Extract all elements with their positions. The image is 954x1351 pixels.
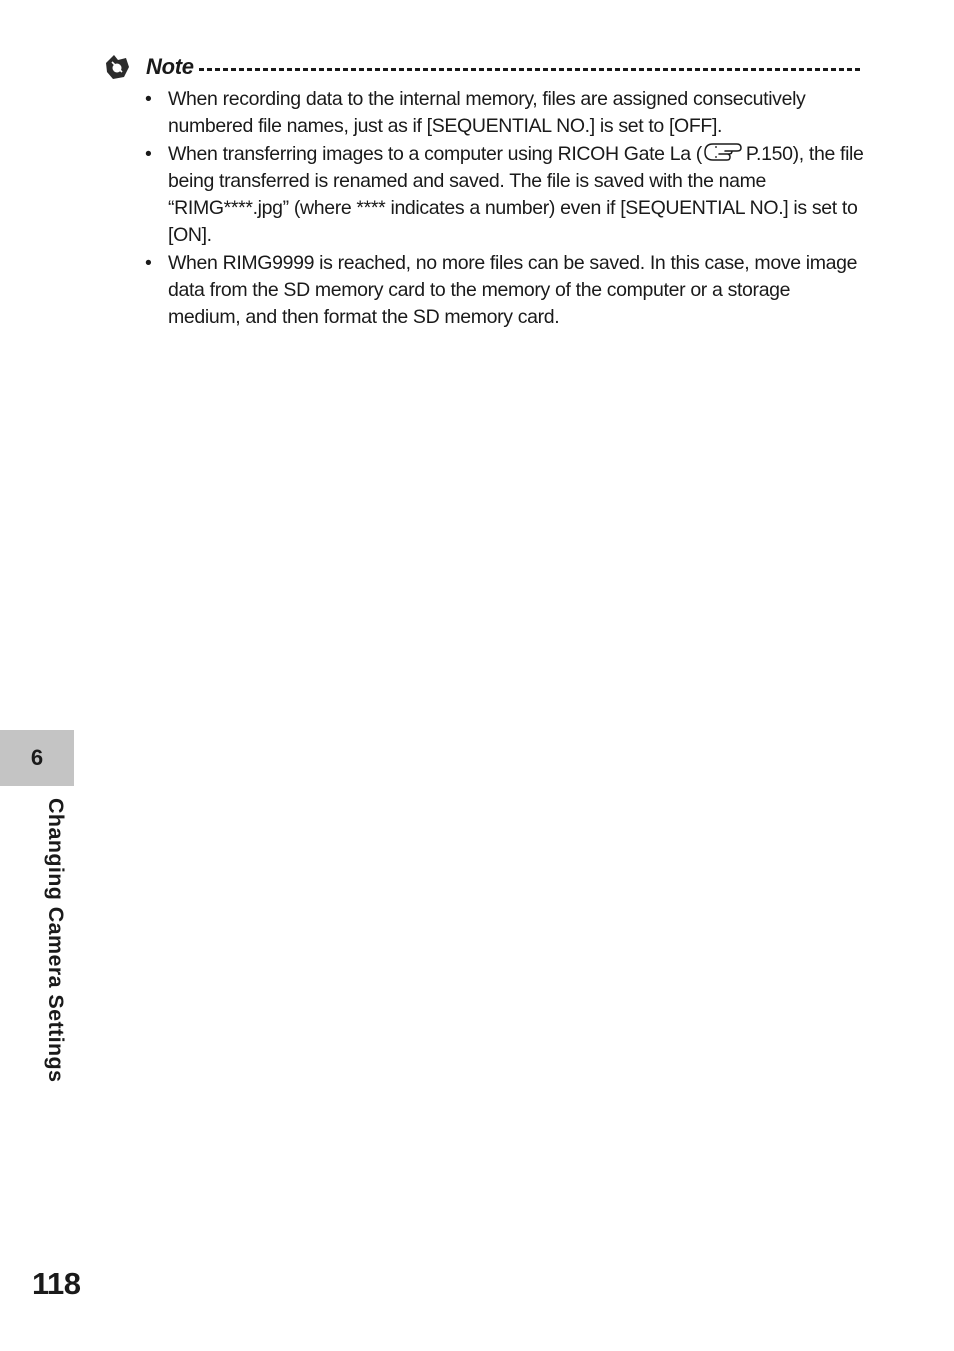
note-icon bbox=[103, 53, 131, 81]
bullet: • bbox=[145, 251, 152, 274]
pointing-hand-icon bbox=[703, 141, 745, 163]
note-item-text: When transferring images to a computer using RICOH Gate La ( bbox=[168, 142, 702, 165]
note-header bbox=[103, 52, 863, 82]
note-item bbox=[145, 141, 865, 250]
chapter-title: Changing Camera Settings bbox=[44, 798, 68, 1083]
chapter-number: 6 bbox=[30, 745, 44, 770]
page-number: 118 bbox=[32, 1266, 81, 1301]
note-item-text: P.150), the file being transferred is renamed and saved. The file is saved with the name “RIMG****.jpg” (where **** indicates a number) even if [SEQUENTIAL NO.] is set to [ON]. bbox=[168, 142, 864, 247]
chapter-tab bbox=[0, 730, 74, 786]
note-divider bbox=[199, 68, 863, 71]
note-item-text: When RIMG9999 is reached, no more files can be saved. In this case, move image data from the SD memory card to the memory of the computer or a storage medium, and then format the SD memory card. bbox=[168, 251, 858, 329]
bullet: • bbox=[145, 88, 152, 110]
note-item bbox=[145, 86, 865, 141]
note-item bbox=[145, 250, 865, 332]
note-item-text: When recording data to the internal memory, files are assigned consecutively numbered file names, just as if [SEQUENTIAL NO.] is set to [OFF]. bbox=[168, 88, 806, 138]
note-title: Note bbox=[146, 54, 194, 79]
note-list bbox=[145, 86, 865, 332]
bullet: • bbox=[145, 142, 152, 165]
